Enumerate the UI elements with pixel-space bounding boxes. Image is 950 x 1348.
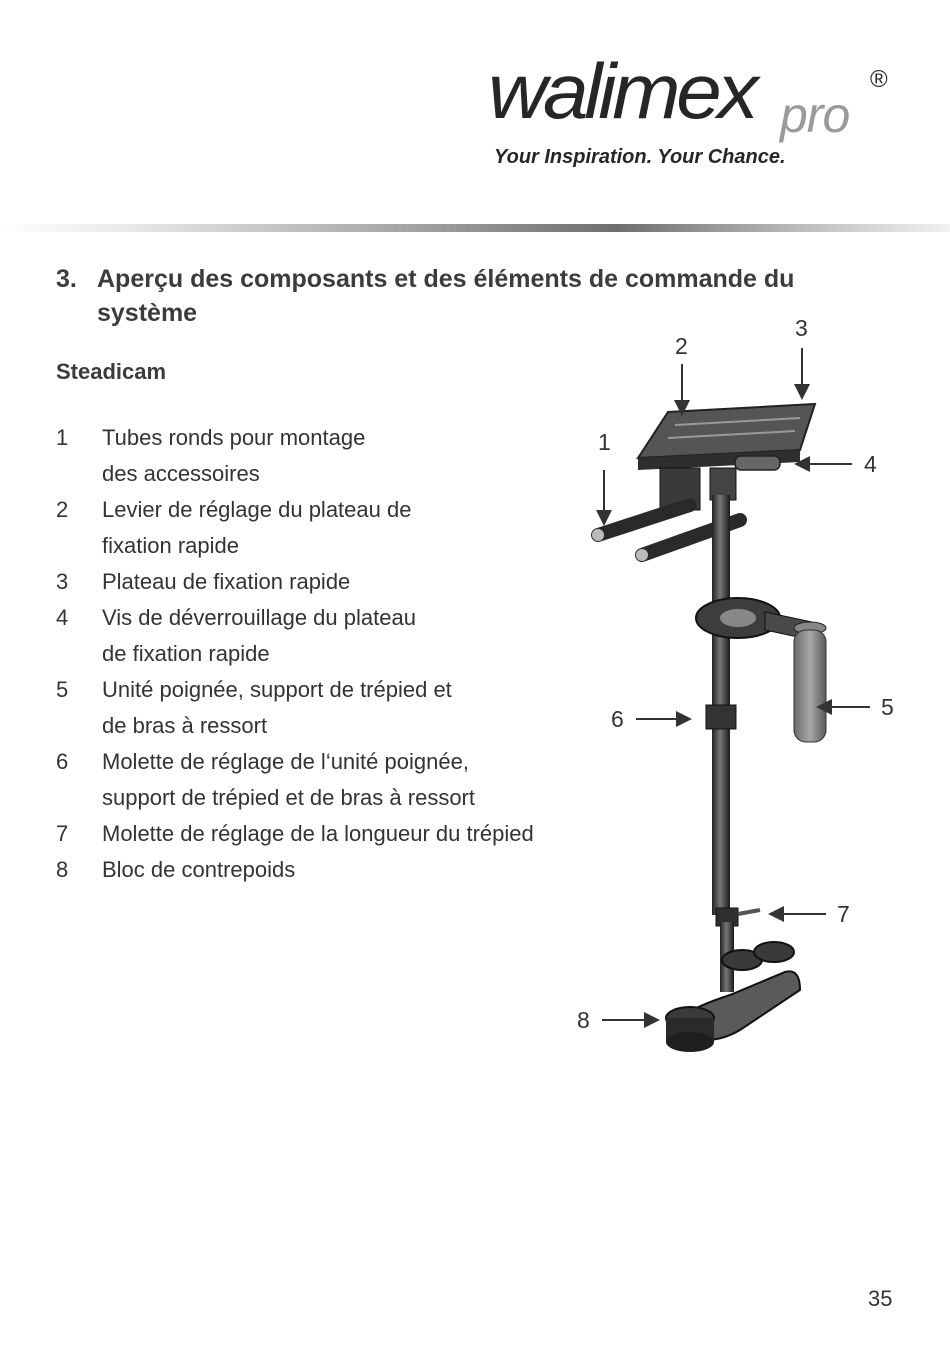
release-screw (735, 456, 780, 470)
adjustment-knob (706, 705, 736, 729)
components-list (56, 420, 596, 888)
item-number: 2 (56, 497, 69, 522)
rod-end (636, 549, 648, 561)
brand-tagline: Your Inspiration. Your Chance. (494, 146, 786, 168)
callout-label-6: 6 (611, 706, 624, 732)
list-item (56, 672, 596, 744)
list-item (56, 420, 596, 492)
counterweight (754, 942, 794, 962)
callout-label-1: 1 (598, 429, 611, 455)
steadicam-figure (560, 300, 950, 1080)
item-text: Unité poignée, support de trépied et de bras à ressort (102, 677, 452, 738)
accessory-rod (598, 505, 690, 535)
list-item (56, 564, 596, 600)
callout-label-5: 5 (881, 694, 894, 720)
section-title-text: Aperçu des composants et des éléments de commande du système (97, 265, 795, 327)
item-number: 7 (56, 821, 69, 846)
rod-end (592, 529, 604, 541)
callout-label-7: 7 (837, 901, 850, 927)
callout-label-2: 2 (675, 333, 688, 359)
list-item (56, 816, 596, 852)
length-knob-lever (738, 910, 760, 914)
item-text: Levier de réglage du plateau de fixation rapide (102, 497, 412, 558)
item-text: Bloc de contrepoids (102, 857, 296, 882)
walimex-pro-logo (488, 47, 908, 143)
gimbal-ring-inner (720, 609, 756, 627)
item-number: 8 (56, 857, 69, 882)
section-number: 3. (56, 265, 77, 293)
steadicam-illustration (560, 300, 950, 1080)
callout-label-3: 3 (795, 315, 808, 341)
registered-mark: ® (870, 66, 888, 93)
item-text: Vis de déverrouillage du plateau de fixation rapide (102, 605, 416, 666)
item-text: Tubes ronds pour montage des accessoires (102, 425, 366, 486)
list-item (56, 852, 596, 888)
item-number: 3 (56, 569, 69, 594)
item-number: 6 (56, 749, 69, 774)
item-text: Molette de réglage de la longueur du trépied (102, 821, 534, 846)
item-text: Molette de réglage de l‘unité poignée, support de trépied et de bras à ressort (102, 749, 475, 810)
list-item (56, 744, 596, 816)
list-item (56, 492, 596, 564)
header-divider (0, 224, 950, 232)
item-number: 5 (56, 677, 69, 702)
logo-word: walimex (488, 47, 755, 135)
handle-grip (794, 630, 826, 742)
callout-label-8: 8 (577, 1007, 590, 1033)
item-number: 1 (56, 425, 69, 450)
callout-label-4: 4 (864, 451, 877, 477)
list-item (56, 600, 596, 672)
subheading: Steadicam (56, 359, 167, 384)
item-text: Plateau de fixation rapide (102, 569, 351, 594)
item-number: 4 (56, 605, 69, 630)
page-number: 35 (868, 1286, 893, 1311)
logo-suffix: pro (780, 87, 850, 143)
counterweight-bottom (666, 1032, 714, 1052)
